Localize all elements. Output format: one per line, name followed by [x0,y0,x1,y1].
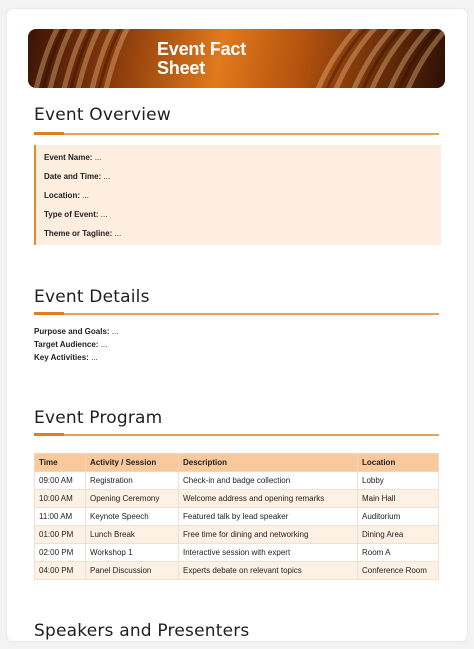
table-cell: Dining Area [358,526,439,544]
table-row [35,544,439,562]
header-banner [28,29,445,88]
table-cell: Lunch Break [86,526,179,544]
table-cell: 04:00 PM [35,562,86,580]
section-title-overview: Event Overview [34,105,171,125]
column-header-location: Location [358,454,439,472]
table-cell: 02:00 PM [35,544,86,562]
details-field-audience: Target Audience: ... [34,340,108,349]
table-cell: Room A [358,544,439,562]
program-table [34,453,439,580]
column-header-description: Description [179,454,358,472]
table-row [35,508,439,526]
table-cell: Main Hall [358,490,439,508]
table-row [35,562,439,580]
table-header-row [35,454,439,472]
table-cell: 10:00 AM [35,490,86,508]
section-divider [34,434,439,436]
table-row [35,472,439,490]
table-cell: Keynote Speech [86,508,179,526]
column-header-time: Time [35,454,86,472]
details-field-activities: Key Activities: ... [34,353,98,362]
table-row [35,526,439,544]
overview-field-type: Type of Event: ... [44,210,108,219]
table-cell: Conference Room [358,562,439,580]
document-title: Event Fact Sheet [157,39,247,78]
table-row [35,490,439,508]
section-divider [34,133,439,135]
overview-field-theme: Theme or Tagline: ... [44,229,122,238]
table-cell: Interactive session with expert [179,544,358,562]
overview-field-date-time: Date and Time: ... [44,172,111,181]
column-header-activity: Activity / Session [86,454,179,472]
table-cell: Registration [86,472,179,490]
table-cell: Check-in and badge collection [179,472,358,490]
table-cell: Experts debate on relevant topics [179,562,358,580]
table-cell: Opening Ceremony [86,490,179,508]
overview-box [34,145,441,245]
table-cell: Auditorium [358,508,439,526]
table-cell: Panel Discussion [86,562,179,580]
document-page [7,9,467,641]
table-cell: 09:00 AM [35,472,86,490]
table-cell: Lobby [358,472,439,490]
table-cell: 11:00 AM [35,508,86,526]
table-cell: Free time for dining and networking [179,526,358,544]
table-cell: Featured talk by lead speaker [179,508,358,526]
table-cell: Workshop 1 [86,544,179,562]
section-divider [34,313,439,315]
section-title-speakers: Speakers and Presenters [34,621,250,641]
overview-field-event-name: Event Name: ... [44,153,102,162]
table-cell: Welcome address and opening remarks [179,490,358,508]
section-title-details: Event Details [34,287,150,307]
table-cell: 01:00 PM [35,526,86,544]
overview-field-location: Location: ... [44,191,89,200]
section-title-program: Event Program [34,408,163,428]
details-field-purpose: Purpose and Goals: ... [34,327,119,336]
